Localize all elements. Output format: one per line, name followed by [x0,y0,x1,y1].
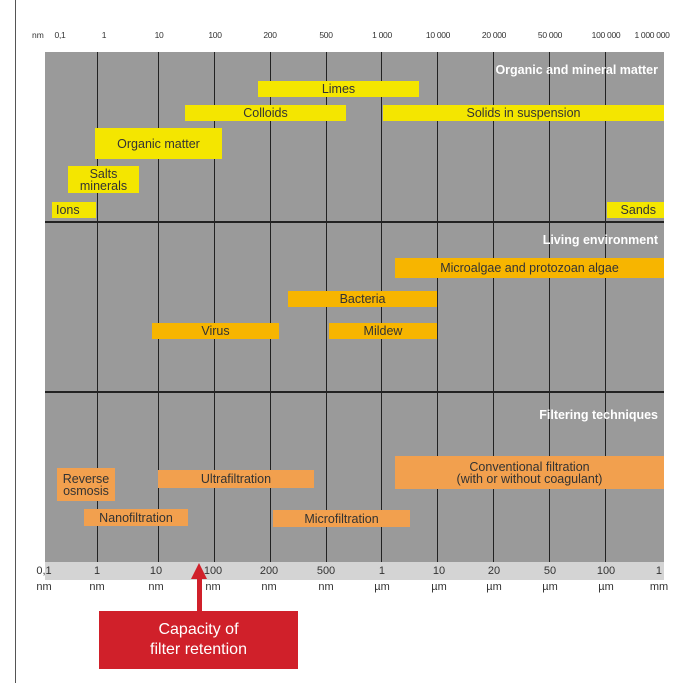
bottom-tick [148,565,163,593]
top-tick-label: 0,1 [54,30,66,40]
bottom-tick-unit: nm [318,581,334,593]
bar-colloids: Colloids [185,105,346,121]
retention-arrow-shaft [197,578,202,612]
bottom-tick-unit: nm [261,581,277,593]
bottom-tick [431,565,447,593]
bar-mildew: Mildew [329,323,437,339]
retention-arrow-head-icon [191,563,207,579]
top-tick-label: 100 [208,30,222,40]
top-tick-label: 10 000 [425,30,451,40]
bottom-tick [374,565,390,593]
top-tick-label: 500 [319,30,333,40]
bar-sands: Sands [607,202,664,218]
grid-line [326,52,327,562]
bottom-tick-value: 50 [543,565,557,577]
top-scale-unit: nm [32,30,44,40]
size-chart-panel [45,52,664,562]
bottom-tick-value: 0,1 [36,565,52,577]
bar-solids-in-suspension: Solids in suspension [383,105,664,121]
bottom-tick [317,565,335,593]
bottom-tick [486,565,502,593]
bar-reverse-osmosis: Reverse osmosis [57,468,115,501]
bar-ions: Ions [52,202,96,218]
top-tick-label: 1 [101,30,107,40]
bottom-tick-value: 200 [259,565,279,577]
bottom-tick-value: 1 [655,565,663,577]
bottom-tick-value: 10 [432,565,446,577]
bar-limes: Limes [258,81,419,97]
top-tick-label: 200 [263,30,277,40]
bottom-tick-unit: µm [374,581,390,593]
top-tick-label: 100 000 [591,30,621,40]
bar-microalgae: Microalgae and protozoan algae [395,258,664,278]
section-divider [45,221,664,223]
bottom-tick-value: 10 [149,565,163,577]
bottom-tick-unit: µm [542,581,558,593]
bottom-tick-unit: µm [598,581,614,593]
bottom-scale-axis [0,565,674,605]
bottom-tick-value: 500 [316,565,336,577]
section-title-organic: Organic and mineral matter [495,63,658,77]
bottom-tick [260,565,278,593]
bar-conventional-filtration: Conventional filtration (with or without coagulant) [395,456,664,489]
bottom-tick-unit: µm [486,581,502,593]
bottom-tick-unit: µm [431,581,447,593]
section-title-filtering: Filtering techniques [539,408,658,422]
section-title-living: Living environment [542,233,658,247]
top-tick-label: 20 000 [481,30,507,40]
top-scale-axis [0,30,674,42]
bar-salts-minerals: Salts minerals [68,166,139,193]
bottom-tick-unit: nm [89,581,105,593]
section-divider [45,391,664,393]
top-tick-label: 10 [154,30,164,40]
bar-bacteria: Bacteria [288,291,437,307]
bottom-tick-value: 100 [203,565,223,577]
bottom-tick-unit: nm [36,581,52,593]
bar-ultrafiltration: Ultrafiltration [158,470,314,488]
bottom-tick-unit: nm [148,581,164,593]
bottom-tick-value: 100 [596,565,616,577]
bar-organic-matter: Organic matter [95,128,222,159]
bar-nanofiltration: Nanofiltration [84,509,188,526]
bar-microfiltration: Microfiltration [273,510,410,527]
filter-retention-callout: Capacity of filter retention [99,611,298,669]
bottom-tick-unit: mm [649,581,669,593]
top-tick-label: 1 000 000 [634,30,670,40]
bottom-tick-value: 1 [378,565,386,577]
bottom-tick [597,565,615,593]
bottom-tick-value: 20 [487,565,501,577]
top-tick-label: 1 000 [372,30,392,40]
bottom-tick [542,565,558,593]
bottom-tick [36,565,51,593]
grid-line [381,52,382,562]
bottom-tick [650,565,668,593]
top-tick-label: 50 000 [537,30,563,40]
bar-virus: Virus [152,323,279,339]
bottom-tick [89,565,104,593]
bottom-tick-value: 1 [93,565,101,577]
bottom-tick-unit: nm [205,581,221,593]
